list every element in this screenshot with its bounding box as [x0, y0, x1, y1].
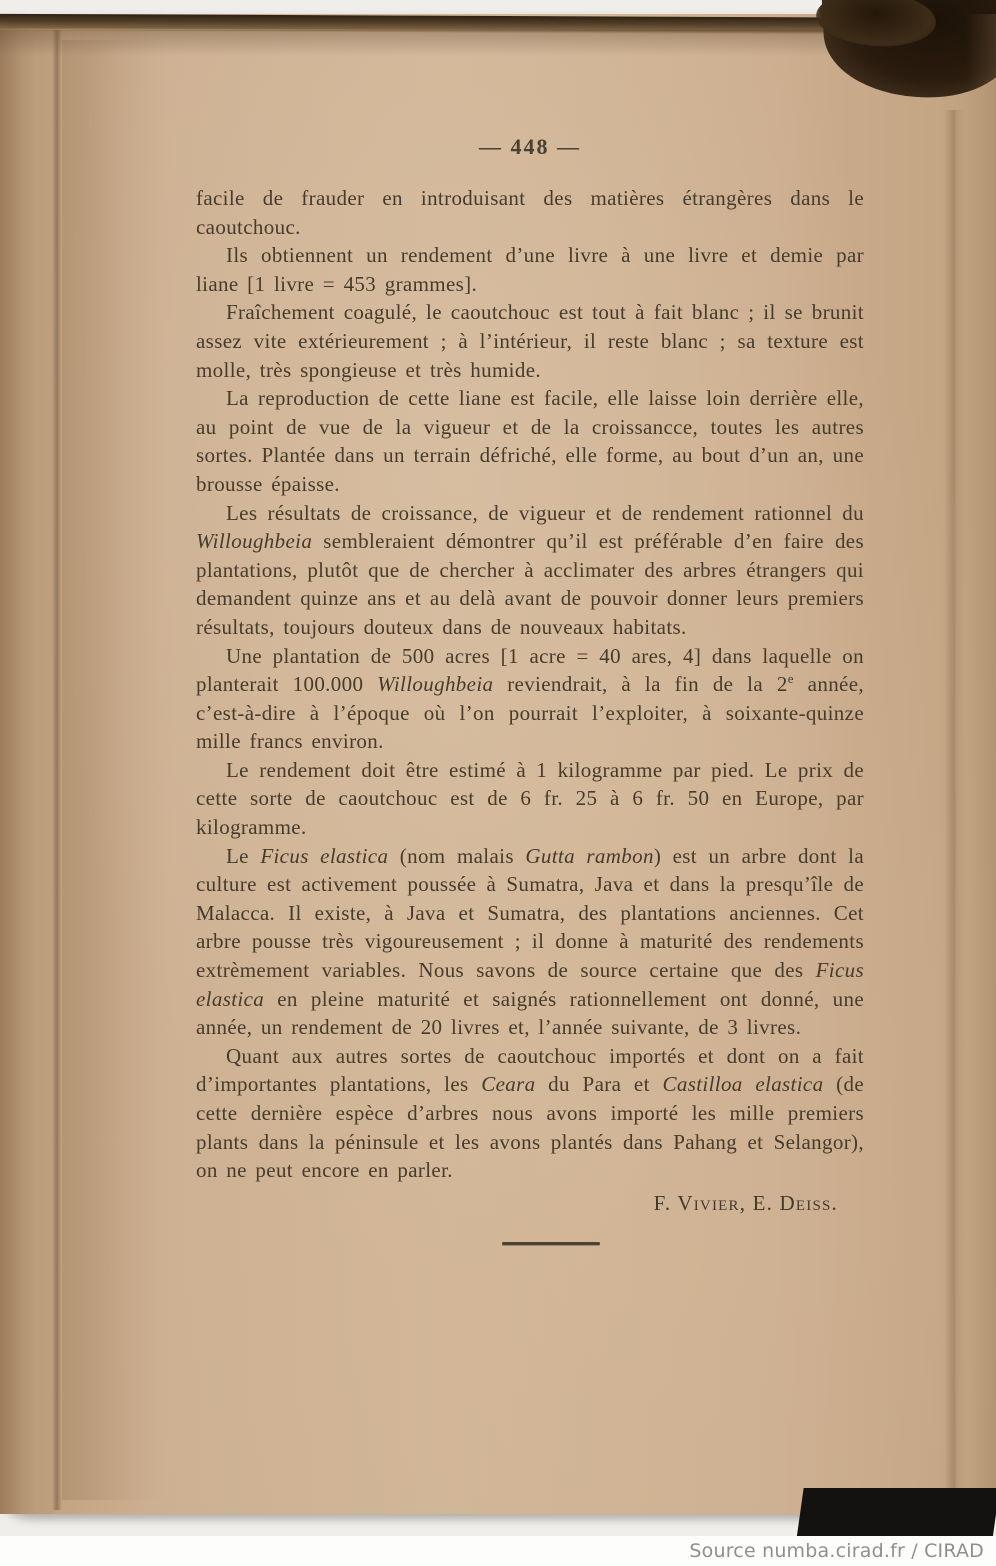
text-segment: Le rendement doit être estimé à 1 kilogramme par pied. Le prix de cette sorte de caoutchouc est de 6 fr. 25 à 6 fr. 50 en Europe, par kilogramme. [196, 757, 864, 840]
source-attribution: Source numba.cirad.fr / CIRAD [689, 1540, 984, 1562]
text-segment: Fraîchement coagulé, le caoutchouc est tout à fait blanc ; il se brunit assez vite extérieurement ; à l’intérieur, il reste blanc ; sa texture est molle, très spongieuse et très humide. [196, 300, 864, 382]
species-name: Ceara [481, 1072, 536, 1097]
text-segment: (nom malais [388, 843, 526, 868]
right-page-crease [944, 110, 966, 1490]
text-segment: facile de frauder en introduisant des matières étrangères dans le caoutchouc. [196, 186, 864, 239]
page-content [196, 134, 864, 1245]
paragraph [196, 1042, 864, 1185]
text-segment: ) est un arbre dont la culture est activement poussée à Sumatra, Java et dans la presqu’île de Malacca. Il existe, à Java et Sumatra, des plantations anciennes. Cet arbre pousse très vigoureusement ; il donne à maturité des rendements extrèmement variables. Nous savons de source certaine que des [196, 843, 864, 983]
text-segment: Ils obtiennent un rendement d’une livre à une livre et demie par liane [1 livre = 453 grammes]. [196, 243, 864, 296]
ordinal-superscript: e [787, 671, 794, 687]
end-of-article-rule [502, 1242, 600, 1245]
species-name: Gutta rambon [525, 843, 654, 868]
text-segment: sembleraient démontrer qu’il est préférable d’en faire des plantations, plutôt que de chercher à acclimater des arbres étrangers qui demandent quinze ans et au delà avant de pouvoir donner leurs premiers résultats, toujours douteux dans de nouveaux habitats. [196, 529, 864, 639]
paragraph [196, 499, 864, 642]
species-name: Willoughbeia [196, 529, 313, 554]
text-segment: année, c’est-à-dire à l’époque où l’on pourrait l’exploiter, à soixante-quinze mille francs environ. [196, 672, 864, 754]
source-bar [0, 1536, 996, 1566]
text-segment: reviendrait, à la fin de la 2 [493, 672, 788, 697]
species-name: Ficus elastica [260, 843, 389, 868]
right-edge-shade [966, 14, 996, 1514]
paragraph [196, 642, 864, 756]
page-number: — 448 — [479, 134, 581, 159]
species-name: Castilloa elastica [662, 1072, 824, 1097]
text-segment: en pleine maturité et saignés rationnellement ont donné, une année, un rendement de 20 livres et, l’année suivante, de 3 livres. [196, 986, 864, 1040]
species-name: Ficus elastica [196, 958, 864, 1011]
species-name: Willoughbeia [377, 672, 494, 697]
left-gutter-fold [52, 30, 62, 1510]
paragraph [196, 842, 864, 1042]
text-segment: Une plantation de 500 acres [1 acre = 40 ares, 4] dans laquelle on planterait 100.000 [196, 643, 864, 697]
page-paragraphs [196, 184, 864, 1185]
text-segment: La reproduction de cette liane est facile, elle laisse loin derrière elle, au point de vue de la vigueur et de la croissancce, toutes les autres sortes. Plantée dans un terrain défriché, elle forme, au bout d’un an, une brousse épaisse. [196, 386, 864, 496]
left-page-edges [0, 14, 60, 1514]
text-segment: Quant aux autres sortes de caoutchouc importés et dont on a fait d’importantes plantations, les [196, 1043, 864, 1097]
paragraph [196, 298, 864, 384]
paragraph [196, 184, 864, 241]
left-page-curve [62, 40, 172, 1500]
author-signature: F. Vivier, E. Deiss. [653, 1190, 838, 1215]
text-segment: du Para et [535, 1072, 663, 1097]
paragraph [196, 756, 864, 842]
paragraph [196, 384, 864, 498]
text-segment: Les résultats de croissance, de vigueur et de rendement rationnel du [226, 500, 864, 525]
paragraph [196, 241, 864, 298]
text-segment: Le [226, 843, 261, 868]
scanner-black-void [796, 1488, 996, 1540]
text-segment: (de cette dernière espèce d’arbres nous avons importé les mille premiers plants dans la péninsule et les avons plantés dans Pahang et Selangor), on ne peut encore en parler. [196, 1072, 865, 1183]
